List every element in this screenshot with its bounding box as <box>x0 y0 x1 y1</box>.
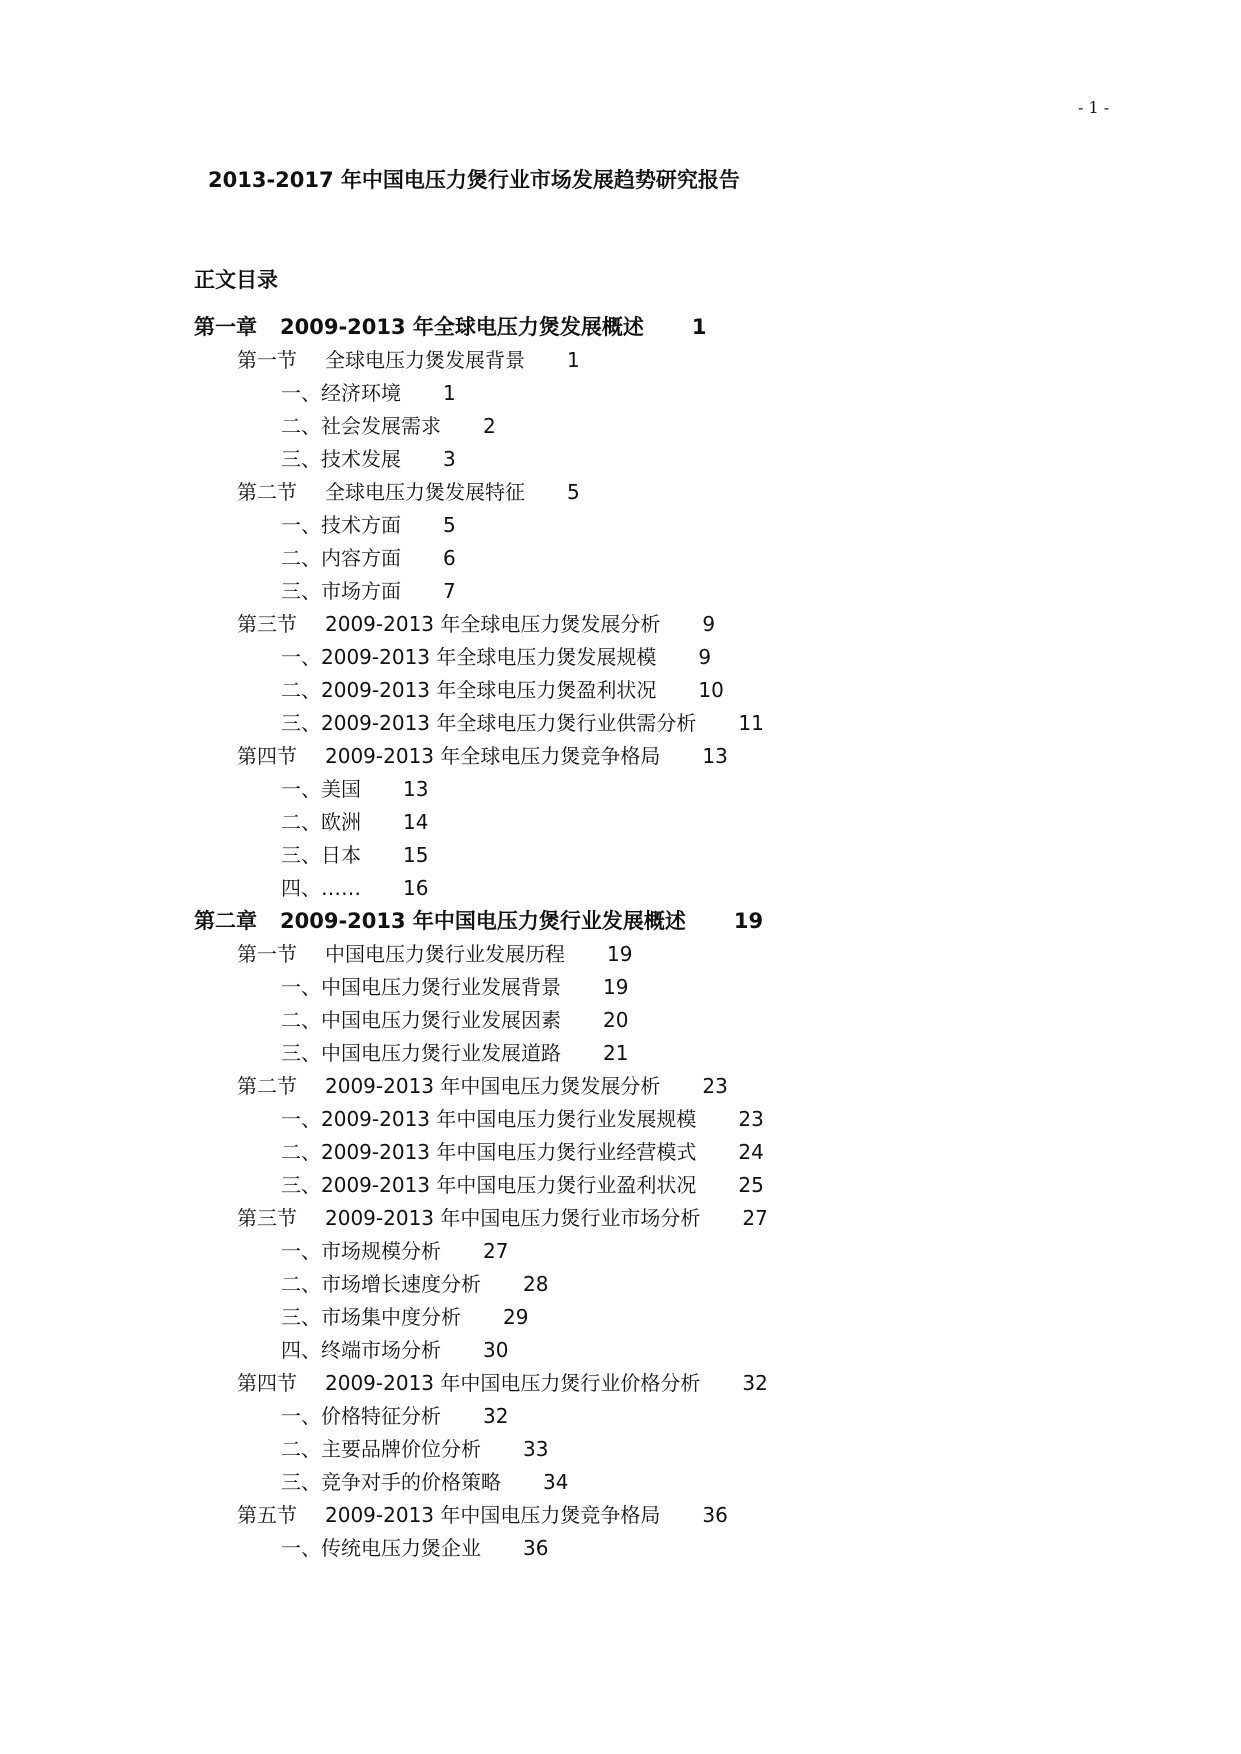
toc-item-entry[interactable] <box>281 1136 764 1168</box>
toc-heading: 正文目录 <box>194 268 278 292</box>
toc-entry-title: 中国电压力煲行业发展因素 <box>321 1008 561 1032</box>
toc-item-entry[interactable] <box>281 509 456 541</box>
toc-entry-page-number: 32 <box>742 1371 768 1395</box>
toc-entry-page-number: 30 <box>483 1338 509 1362</box>
toc-item-entry[interactable] <box>281 1004 628 1036</box>
toc-entry-prefix: 第一节 <box>237 942 297 966</box>
toc-entry-prefix: 第二章 <box>194 909 257 933</box>
toc-item-entry[interactable] <box>281 971 628 1003</box>
toc-entry-page-number: 36 <box>523 1536 549 1560</box>
toc-entry-page-number: 14 <box>403 810 429 834</box>
toc-entry-title: 2009-2013 年中国电压力煲行业市场分析 <box>325 1206 701 1230</box>
toc-entry-prefix: 第四节 <box>237 1371 297 1395</box>
toc-entry-page-number: 20 <box>603 1008 629 1032</box>
toc-entry-page-number: 19 <box>603 975 629 999</box>
toc-entry-title: 全球电压力煲发展特征 <box>325 480 525 504</box>
toc-entry-page-number: 19 <box>733 909 764 933</box>
toc-entry-page-number: 27 <box>483 1239 509 1263</box>
toc-section-entry[interactable] <box>237 344 580 376</box>
toc-item-entry[interactable] <box>281 1169 764 1201</box>
toc-entry-prefix: 一、 <box>281 1239 321 1263</box>
toc-item-entry[interactable] <box>281 1433 548 1465</box>
toc-section-entry[interactable] <box>237 938 632 970</box>
toc-item-entry[interactable] <box>281 641 711 673</box>
toc-entry-prefix: 二、 <box>281 810 321 834</box>
toc-entry-title: 2009-2013 年中国电压力煲行业价格分析 <box>325 1371 701 1395</box>
toc-entry-prefix: 三、 <box>281 843 321 867</box>
toc-item-entry[interactable] <box>281 1103 764 1135</box>
toc-entry-prefix: 一、 <box>281 1404 321 1428</box>
toc-entry-page-number: 24 <box>738 1140 764 1164</box>
toc-entry-page-number: 3 <box>443 447 456 471</box>
toc-entry-prefix: 一、 <box>281 381 321 405</box>
toc-section-entry[interactable] <box>237 740 728 772</box>
toc-entry-prefix: 第一节 <box>237 348 297 372</box>
page-number: - 1 - <box>1078 98 1110 117</box>
toc-item-entry[interactable] <box>281 410 496 442</box>
toc-entry-prefix: 一、 <box>281 513 321 537</box>
toc-item-entry[interactable] <box>281 1400 508 1432</box>
toc-entry-prefix: 四、 <box>281 1338 321 1362</box>
toc-entry-title: 市场增长速度分析 <box>321 1272 481 1296</box>
toc-entry-page-number: 1 <box>691 315 707 339</box>
toc-entry-prefix: 三、 <box>281 447 321 471</box>
toc-entry-title: 技术发展 <box>321 447 401 471</box>
toc-entry-prefix: 四、 <box>281 876 321 900</box>
toc-entry-page-number: 2 <box>483 414 496 438</box>
toc-entry-title: 2009-2013 年中国电压力煲行业盈利状况 <box>321 1173 697 1197</box>
toc-entry-prefix: 第一章 <box>194 315 257 339</box>
toc-entry-page-number: 19 <box>607 942 633 966</box>
toc-entry-title: 2009-2013 年中国电压力煲竞争格局 <box>325 1503 661 1527</box>
toc-entry-title: 市场集中度分析 <box>321 1305 461 1329</box>
toc-entry-title: 2009-2013 年中国电压力煲发展分析 <box>325 1074 661 1098</box>
toc-item-entry[interactable] <box>281 1268 548 1300</box>
toc-entry-prefix: 三、 <box>281 1041 321 1065</box>
toc-entry-page-number: 13 <box>702 744 728 768</box>
toc-entry-prefix: 二、 <box>281 1437 321 1461</box>
toc-item-entry[interactable] <box>281 707 764 739</box>
toc-entry-prefix: 一、 <box>281 1536 321 1560</box>
toc-item-entry[interactable] <box>281 1466 568 1498</box>
toc-entry-title: 传统电压力煲企业 <box>321 1536 481 1560</box>
toc-entry-page-number: 23 <box>738 1107 764 1131</box>
toc-entry-page-number: 13 <box>403 777 429 801</box>
toc-entry-title: 经济环境 <box>321 381 401 405</box>
toc-item-entry[interactable] <box>281 839 428 871</box>
toc-item-entry[interactable] <box>281 443 456 475</box>
toc-entry-page-number: 7 <box>443 579 456 603</box>
toc-item-entry[interactable] <box>281 872 428 904</box>
toc-entry-prefix: 第五节 <box>237 1503 297 1527</box>
toc-entry-prefix: 二、 <box>281 678 321 702</box>
toc-entry-title: 日本 <box>321 843 361 867</box>
toc-entry-prefix: 三、 <box>281 1305 321 1329</box>
toc-entry-prefix: 第二节 <box>237 1074 297 1098</box>
toc-item-entry[interactable] <box>281 575 456 607</box>
toc-entry-title: 欧洲 <box>321 810 361 834</box>
toc-entry-prefix: 一、 <box>281 777 321 801</box>
toc-entry-prefix: 二、 <box>281 1272 321 1296</box>
toc-entry-title: 美国 <box>321 777 361 801</box>
toc-item-entry[interactable] <box>281 806 428 838</box>
toc-item-entry[interactable] <box>281 1235 508 1267</box>
toc-entry-title: …… <box>321 876 361 900</box>
toc-entry-title: 2009-2013 年全球电压力煲盈利状况 <box>321 678 657 702</box>
toc-entry-title: 2009-2013 年全球电压力煲竞争格局 <box>325 744 661 768</box>
toc-section-entry[interactable] <box>237 1070 728 1102</box>
toc-entry-page-number: 15 <box>403 843 429 867</box>
toc-section-entry[interactable] <box>237 608 715 640</box>
toc-entry-prefix: 第三节 <box>237 1206 297 1230</box>
toc-entry-prefix: 三、 <box>281 579 321 603</box>
toc-entry-prefix: 二、 <box>281 546 321 570</box>
toc-entry-title: 终端市场分析 <box>321 1338 441 1362</box>
toc-entry-prefix: 二、 <box>281 414 321 438</box>
toc-entry-page-number: 10 <box>698 678 724 702</box>
toc-entry-page-number: 5 <box>567 480 580 504</box>
toc-entry-page-number: 1 <box>567 348 580 372</box>
toc-entry-title: 主要品牌价位分析 <box>321 1437 481 1461</box>
toc-chapter-entry[interactable] <box>194 311 707 343</box>
toc-item-entry[interactable] <box>281 1334 508 1366</box>
toc-entry-title: 内容方面 <box>321 546 401 570</box>
toc-item-entry[interactable] <box>281 377 456 409</box>
toc-entry-prefix: 一、 <box>281 645 321 669</box>
toc-entry-page-number: 5 <box>443 513 456 537</box>
toc-section-entry[interactable] <box>237 1499 728 1531</box>
toc-entry-prefix: 三、 <box>281 711 321 735</box>
toc-entry-title: 市场规模分析 <box>321 1239 441 1263</box>
toc-entry-prefix: 三、 <box>281 1470 321 1494</box>
toc-entry-prefix: 第二节 <box>237 480 297 504</box>
toc-section-entry[interactable] <box>237 1202 768 1234</box>
toc-entry-prefix: 二、 <box>281 1008 321 1032</box>
toc-entry-page-number: 34 <box>543 1470 569 1494</box>
toc-entry-title: 市场方面 <box>321 579 401 603</box>
toc-entry-title: 技术方面 <box>321 513 401 537</box>
toc-entry-page-number: 23 <box>702 1074 728 1098</box>
toc-entry-page-number: 11 <box>738 711 764 735</box>
toc-item-entry[interactable] <box>281 1037 628 1069</box>
toc-entry-page-number: 27 <box>742 1206 768 1230</box>
toc-entry-page-number: 32 <box>483 1404 509 1428</box>
toc-entry-prefix: 第三节 <box>237 612 297 636</box>
toc-entry-page-number: 29 <box>503 1305 529 1329</box>
toc-entry-title: 中国电压力煲行业发展背景 <box>321 975 561 999</box>
toc-entry-title: 2009-2013 年全球电压力煲行业供需分析 <box>321 711 697 735</box>
toc-entry-title: 竞争对手的价格策略 <box>321 1470 501 1494</box>
toc-item-entry[interactable] <box>281 1532 548 1564</box>
toc-entry-prefix: 一、 <box>281 975 321 999</box>
toc-section-entry[interactable] <box>237 476 580 508</box>
toc-item-entry[interactable] <box>281 542 456 574</box>
toc-entry-page-number: 36 <box>702 1503 728 1527</box>
toc-entry-title: 2009-2013 年全球电压力煲发展规模 <box>321 645 657 669</box>
toc-entry-title: 全球电压力煲发展背景 <box>325 348 525 372</box>
toc-item-entry[interactable] <box>281 1301 528 1333</box>
toc-section-entry[interactable] <box>237 1367 768 1399</box>
toc-entry-prefix: 一、 <box>281 1107 321 1131</box>
document-title: 2013-2017 年中国电压力煲行业市场发展趋势研究报告 <box>208 168 740 192</box>
toc-entry-title: 2009-2013 年全球电压力煲发展分析 <box>325 612 661 636</box>
toc-entry-page-number: 9 <box>702 612 716 636</box>
toc-entry-title: 社会发展需求 <box>321 414 441 438</box>
toc-entry-page-number: 33 <box>523 1437 549 1461</box>
toc-entry-page-number: 1 <box>443 381 456 405</box>
toc-entry-title: 2009-2013 年中国电压力煲行业发展规模 <box>321 1107 697 1131</box>
toc-item-entry[interactable] <box>281 674 724 706</box>
toc-chapter-entry[interactable] <box>194 905 763 937</box>
toc-entry-page-number: 25 <box>738 1173 764 1197</box>
toc-entry-prefix: 第四节 <box>237 744 297 768</box>
toc-entry-page-number: 6 <box>443 546 456 570</box>
toc-entry-page-number: 16 <box>403 876 429 900</box>
toc-entry-title: 价格特征分析 <box>321 1404 441 1428</box>
toc-entry-prefix: 二、 <box>281 1140 321 1164</box>
toc-entry-title: 2009-2013 年中国电压力煲行业经营模式 <box>321 1140 697 1164</box>
toc-entry-page-number: 9 <box>698 645 712 669</box>
toc-entry-page-number: 21 <box>603 1041 629 1065</box>
toc-entry-title: 2009-2013 年全球电压力煲发展概述 <box>280 315 644 339</box>
toc-entry-prefix: 三、 <box>281 1173 321 1197</box>
toc-entry-title: 2009-2013 年中国电压力煲行业发展概述 <box>280 909 686 933</box>
toc-entry-page-number: 28 <box>523 1272 549 1296</box>
toc-entry-title: 中国电压力煲行业发展道路 <box>321 1041 561 1065</box>
toc-entry-title: 中国电压力煲行业发展历程 <box>325 942 565 966</box>
toc-item-entry[interactable] <box>281 773 428 805</box>
